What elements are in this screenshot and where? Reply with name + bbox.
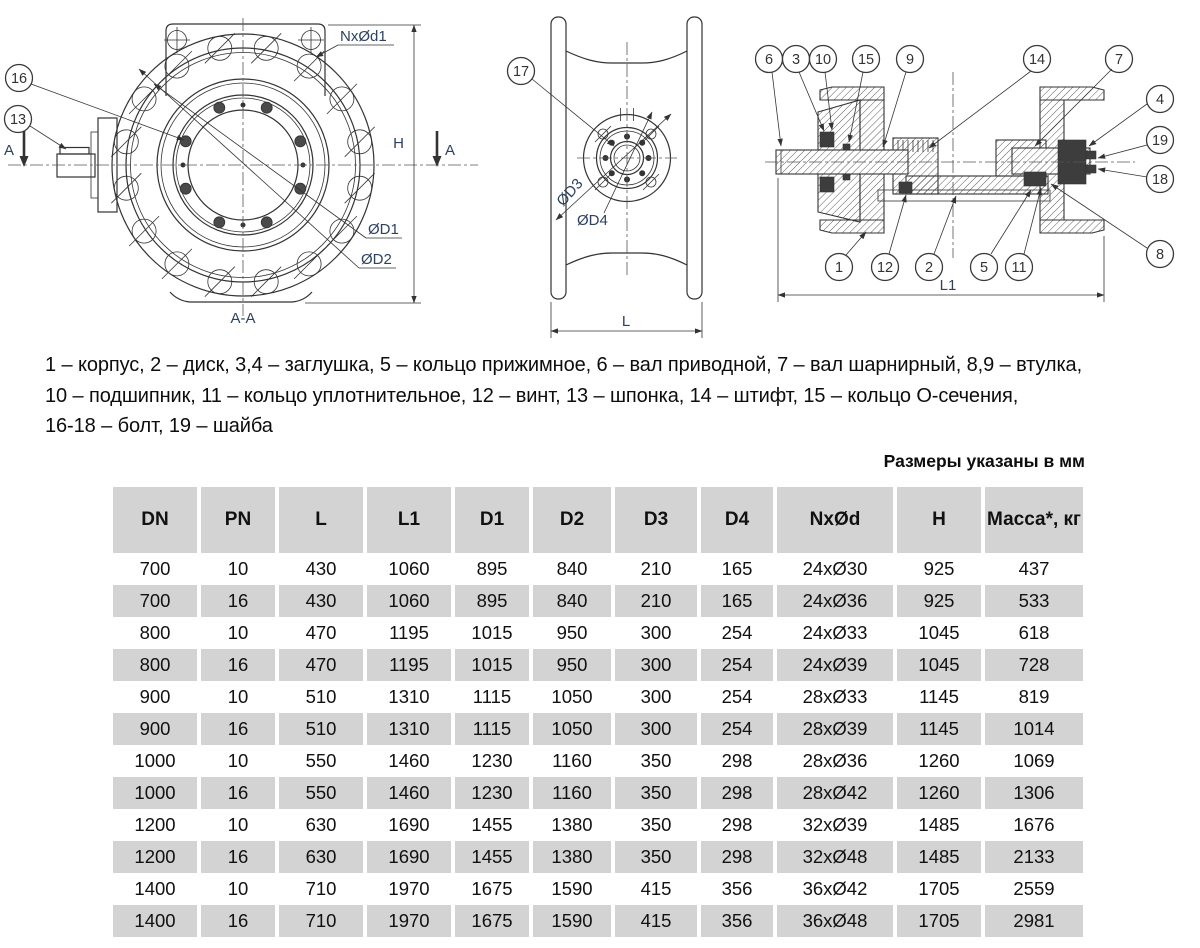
table-cell: 700: [113, 585, 197, 617]
plate-hole-icon: [164, 27, 190, 53]
table-cell: 1310: [367, 681, 451, 713]
table-cell: 430: [279, 553, 363, 585]
table-cell: 630: [279, 809, 363, 841]
bolt-pattern-label: NxØd1: [340, 28, 387, 45]
table-cell: 925: [897, 553, 981, 585]
callout-19: [1147, 127, 1174, 154]
col-header-nxod: NxØd: [777, 487, 893, 553]
left-flange: [551, 17, 566, 299]
table-cell: 10: [201, 681, 275, 713]
bearing: [820, 132, 834, 147]
table-cell: 533: [985, 585, 1083, 617]
table-cell: 1050: [533, 713, 611, 745]
col-header-l1: L1: [367, 487, 451, 553]
table-cell: 1160: [533, 745, 611, 777]
table-cell: 1380: [533, 841, 611, 873]
table-cell: 356: [701, 905, 773, 937]
table-cell: 1400: [113, 905, 197, 937]
table-cell: 430: [279, 585, 363, 617]
table-cell: 1160: [533, 777, 611, 809]
table-cell: 300: [615, 681, 697, 713]
table-cell: 16: [201, 649, 275, 681]
callout-14: [1024, 46, 1051, 73]
table-cell: 16: [201, 713, 275, 745]
table-cell: 895: [455, 585, 529, 617]
col-header-d2: D2: [533, 487, 611, 553]
col-header-pn: PN: [201, 487, 275, 553]
callout-13-label: 13: [9, 112, 27, 128]
o-ring: [843, 144, 850, 150]
table-row: [113, 649, 1083, 681]
valve-technical-drawing: [0, 0, 1200, 348]
callout-16-label: 16: [10, 71, 28, 87]
table-cell: 165: [701, 553, 773, 585]
table-cell: 550: [279, 777, 363, 809]
table-cell: 800: [113, 617, 197, 649]
col-header-d3: D3: [615, 487, 697, 553]
table-cell: 1485: [897, 841, 981, 873]
units-note: Размеры указаны в мм: [883, 451, 1085, 471]
svg-text:19: 19: [1151, 133, 1169, 149]
callout-18: [1147, 166, 1174, 193]
table-cell: 470: [279, 649, 363, 681]
drawing-svg: [0, 0, 1200, 348]
col-header-h: H: [897, 487, 981, 553]
col-header-l: L: [279, 487, 363, 553]
table-cell: 900: [113, 681, 197, 713]
svg-text:8: 8: [1155, 247, 1165, 263]
d1-label: ØD1: [368, 221, 399, 238]
table-cell: 1460: [367, 745, 451, 777]
table-cell: 210: [615, 585, 697, 617]
section-title: A-A: [230, 310, 256, 327]
table-cell: 1045: [897, 617, 981, 649]
table-cell: 895: [455, 553, 529, 585]
dimensions-table-body: [113, 553, 1083, 937]
table-cell: 1676: [985, 809, 1083, 841]
section-letter: A: [4, 142, 15, 159]
section-mark-right: [433, 131, 456, 167]
callout-7: [1106, 46, 1133, 73]
callout-16: [6, 65, 33, 92]
table-cell: 254: [701, 681, 773, 713]
table-cell: 819: [985, 681, 1083, 713]
table-cell: 10: [201, 617, 275, 649]
table-cell: 1590: [533, 873, 611, 905]
table-row: [113, 873, 1083, 905]
table-cell: 1260: [897, 745, 981, 777]
d2-label: ØD2: [361, 251, 392, 268]
table-cell: 1310: [367, 713, 451, 745]
body-top-tab-right: [1040, 87, 1104, 100]
table-cell: 925: [897, 585, 981, 617]
table-cell: 10: [201, 873, 275, 905]
callout-8: [1147, 241, 1174, 268]
table-cell: 10: [201, 745, 275, 777]
table-cell: 1050: [533, 681, 611, 713]
svg-text:12: 12: [876, 260, 894, 276]
table-cell: 1115: [455, 713, 529, 745]
table-cell: 415: [615, 873, 697, 905]
table-cell: 950: [533, 649, 611, 681]
legend-line: 16-18 – болт, 19 – шайба: [45, 415, 273, 437]
table-cell: 470: [279, 617, 363, 649]
table-cell: 298: [701, 809, 773, 841]
table-cell: 32xØ39: [777, 809, 893, 841]
table-cell: 10: [201, 809, 275, 841]
table-row: [113, 681, 1083, 713]
callout-15: [853, 46, 880, 73]
table-cell: 550: [279, 745, 363, 777]
seal-ring: [1024, 172, 1046, 186]
col-header-mass: Масса*, кг: [985, 487, 1083, 553]
table-row: [113, 585, 1083, 617]
table-cell: 840: [533, 553, 611, 585]
body-bottom-tab-left: [820, 220, 884, 233]
table-cell: 28xØ39: [777, 713, 893, 745]
table-cell: 1145: [897, 713, 981, 745]
section-view: [756, 46, 1174, 303]
table-cell: 1705: [897, 905, 981, 937]
table-cell: 254: [701, 713, 773, 745]
table-cell: 1970: [367, 873, 451, 905]
callout-17-label: 17: [512, 64, 530, 80]
legend-line: 1 – корпус, 2 – диск, 3,4 – заглушка, 5 – кольцо прижимное, 6 – вал приводной, 7 – вал шарнирный, 8,9 – втулка,: [45, 354, 1083, 376]
table-cell: 1060: [367, 585, 451, 617]
foot-outline: [170, 292, 312, 302]
table-cell: 710: [279, 873, 363, 905]
side-view: [508, 17, 703, 338]
table-cell: 1675: [455, 873, 529, 905]
table-cell: 1690: [367, 809, 451, 841]
table-cell: 165: [701, 585, 773, 617]
table-cell: 350: [615, 809, 697, 841]
table-row: [113, 777, 1083, 809]
table-cell: 2981: [985, 905, 1083, 937]
table-cell: 1200: [113, 809, 197, 841]
dimensions-table: [109, 487, 1087, 937]
table-cell: 1400: [113, 873, 197, 905]
body-bottom-edge: [566, 253, 687, 265]
d3-label: ØD3: [553, 175, 587, 210]
callout-11: [1006, 254, 1033, 281]
svg-text:14: 14: [1028, 52, 1046, 68]
table-cell: 350: [615, 745, 697, 777]
table-cell: 350: [615, 777, 697, 809]
table-cell: 1260: [897, 777, 981, 809]
callout-17: [508, 58, 535, 85]
callout-10: [810, 46, 837, 73]
plate-hole-icon: [298, 27, 324, 53]
table-cell: 1115: [455, 681, 529, 713]
table-cell: 800: [113, 649, 197, 681]
bearing: [820, 177, 834, 192]
section-mark-left: [4, 131, 29, 167]
length-dim-label: L: [621, 313, 631, 330]
svg-text:10: 10: [814, 52, 832, 68]
end-washer: [1086, 165, 1096, 173]
table-cell: 710: [279, 905, 363, 937]
table-cell: 1015: [455, 649, 529, 681]
table-row: [113, 745, 1083, 777]
body-bottom-tab-right: [1040, 220, 1104, 233]
table-cell: 618: [985, 617, 1083, 649]
col-header-d1: D1: [455, 487, 529, 553]
front-view: [4, 18, 478, 327]
table-cell: 510: [279, 713, 363, 745]
table-cell: 1195: [367, 617, 451, 649]
table-cell: 1590: [533, 905, 611, 937]
right-flange: [687, 17, 702, 299]
table-cell: 350: [615, 841, 697, 873]
table-cell: 24xØ39: [777, 649, 893, 681]
svg-text:11: 11: [1011, 260, 1027, 276]
table-cell: 300: [615, 617, 697, 649]
d4-label: ØD4: [577, 212, 608, 229]
table-cell: 1455: [455, 809, 529, 841]
col-header-d4: D4: [701, 487, 773, 553]
table-cell: 1230: [455, 777, 529, 809]
table-cell: 1230: [455, 745, 529, 777]
table-cell: 950: [533, 617, 611, 649]
table-cell: 24xØ33: [777, 617, 893, 649]
table-cell: 24xØ30: [777, 553, 893, 585]
table-cell: 298: [701, 841, 773, 873]
table-cell: 1460: [367, 777, 451, 809]
shaft-end: [57, 154, 95, 177]
table-cell: 1000: [113, 745, 197, 777]
callout-6: [756, 46, 783, 73]
table-cell: 28xØ36: [777, 745, 893, 777]
screw: [899, 182, 912, 193]
table-cell: 28xØ33: [777, 681, 893, 713]
svg-text:5: 5: [979, 260, 989, 276]
l1-dim-label: L1: [939, 277, 957, 294]
table-cell: 900: [113, 713, 197, 745]
table-cell: 1014: [985, 713, 1083, 745]
svg-text:7: 7: [1114, 52, 1124, 68]
table-cell: 1069: [985, 745, 1083, 777]
table-cell: 210: [615, 553, 697, 585]
parts-legend: [45, 350, 1175, 442]
callout-5: [971, 254, 998, 281]
table-cell: 32xØ48: [777, 841, 893, 873]
table-cell: 1675: [455, 905, 529, 937]
callout-2: [916, 254, 943, 281]
mounting-plate-outline: [166, 24, 325, 96]
table-cell: 1306: [985, 777, 1083, 809]
table-header-row: [113, 487, 1083, 553]
height-dim-label: H: [393, 135, 404, 152]
table-cell: 36xØ42: [777, 873, 893, 905]
svg-text:1: 1: [834, 260, 844, 276]
table-cell: 298: [701, 777, 773, 809]
inner-bolts: [180, 102, 306, 228]
table-cell: 300: [615, 649, 697, 681]
table-cell: 415: [615, 905, 697, 937]
callout-12: [872, 254, 899, 281]
callout-13: [5, 106, 32, 133]
table-cell: 2133: [985, 841, 1083, 873]
table-cell: 1455: [455, 841, 529, 873]
svg-text:3: 3: [791, 52, 801, 68]
table-cell: 28xØ42: [777, 777, 893, 809]
table-row: [113, 553, 1083, 585]
table-row: [113, 713, 1083, 745]
table-row: [113, 841, 1083, 873]
table-cell: 700: [113, 553, 197, 585]
table-cell: 16: [201, 585, 275, 617]
table-cell: 1000: [113, 777, 197, 809]
table-cell: 254: [701, 617, 773, 649]
svg-text:18: 18: [1151, 172, 1169, 188]
table-row: [113, 617, 1083, 649]
svg-text:6: 6: [764, 52, 774, 68]
svg-text:4: 4: [1155, 92, 1165, 108]
table-cell: 1060: [367, 553, 451, 585]
o-ring: [843, 174, 850, 180]
table-cell: 840: [533, 585, 611, 617]
table-cell: 1690: [367, 841, 451, 873]
table-cell: 510: [279, 681, 363, 713]
callout-4: [1147, 86, 1174, 113]
callout-9: [897, 46, 924, 73]
col-header-dn: DN: [113, 487, 197, 553]
table-cell: 300: [615, 713, 697, 745]
section-letter: A: [445, 142, 456, 159]
table-cell: 1200: [113, 841, 197, 873]
table-cell: 1485: [897, 809, 981, 841]
table-cell: 16: [201, 841, 275, 873]
table-cell: 1970: [367, 905, 451, 937]
table-row: [113, 905, 1083, 937]
body-top-tab-left: [820, 87, 884, 100]
legend-line: 10 – подшипник, 11 – кольцо уплотнительное, 12 – винт, 13 – шпонка, 14 – штифт, 15 – кольцо О-сечения,: [45, 384, 1019, 407]
table-cell: 1145: [897, 681, 981, 713]
body-top-edge: [566, 51, 687, 63]
table-row: [113, 809, 1083, 841]
end-bolt: [1086, 151, 1096, 159]
table-cell: 24xØ36: [777, 585, 893, 617]
table-cell: 728: [985, 649, 1083, 681]
table-cell: 356: [701, 873, 773, 905]
callout-3: [783, 46, 810, 73]
shaft-key: [60, 148, 89, 155]
table-cell: 36xØ48: [777, 905, 893, 937]
table-cell: 1015: [455, 617, 529, 649]
table-cell: 1045: [897, 649, 981, 681]
table-cell: 437: [985, 553, 1083, 585]
svg-text:2: 2: [924, 260, 934, 276]
table-cell: 2559: [985, 873, 1083, 905]
table-cell: 16: [201, 777, 275, 809]
table-cell: 254: [701, 649, 773, 681]
table-cell: 1380: [533, 809, 611, 841]
table-cell: 298: [701, 745, 773, 777]
svg-text:15: 15: [857, 52, 875, 68]
svg-text:9: 9: [905, 52, 915, 68]
table-cell: 16: [201, 905, 275, 937]
table-cell: 1195: [367, 649, 451, 681]
callout-1: [826, 254, 853, 281]
table-cell: 10: [201, 553, 275, 585]
table-cell: 1705: [897, 873, 981, 905]
table-cell: 630: [279, 841, 363, 873]
